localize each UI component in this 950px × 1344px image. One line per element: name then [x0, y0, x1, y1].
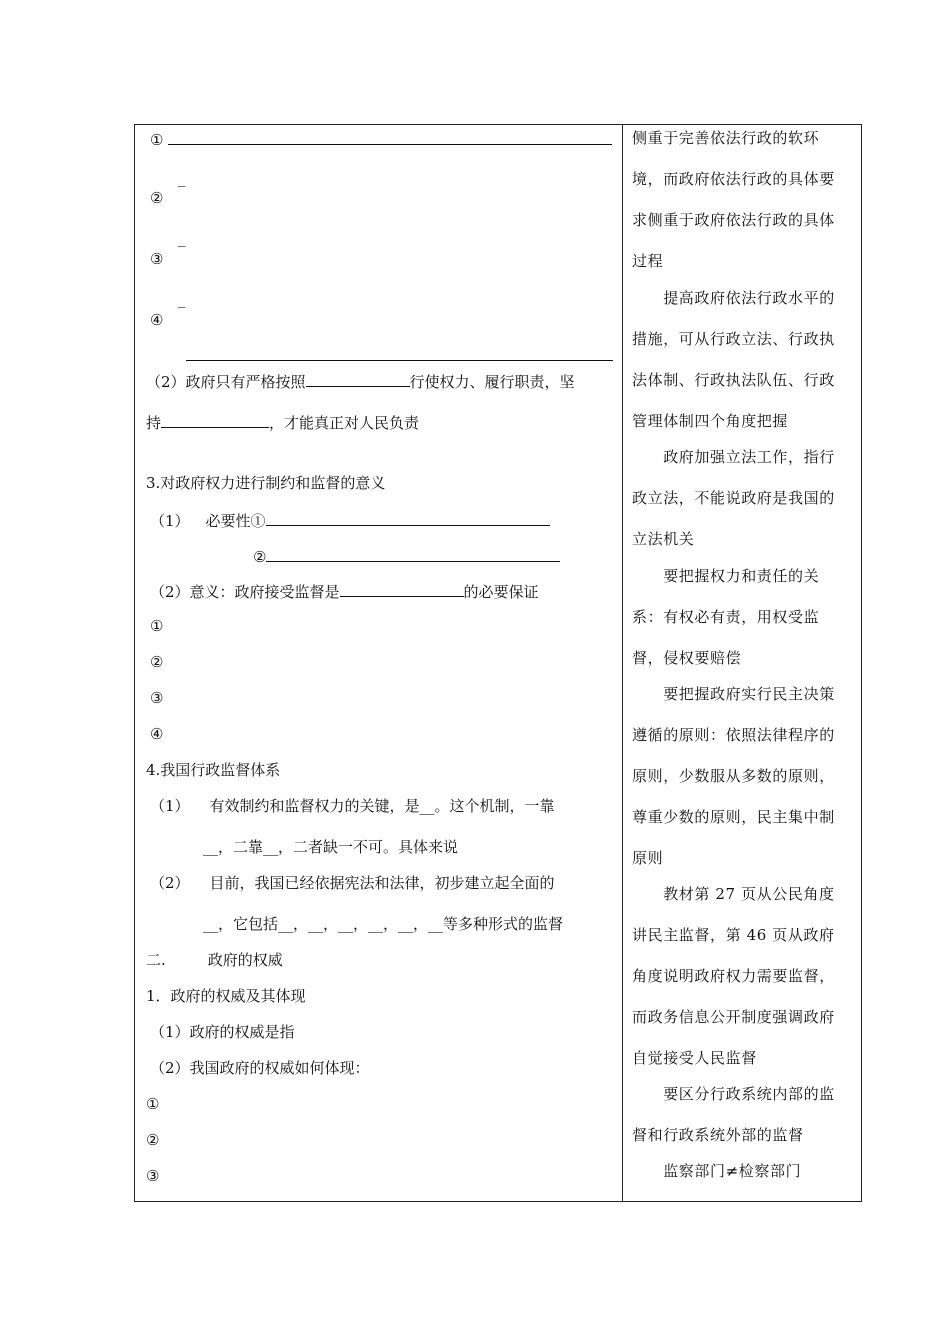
note-line: 自觉接受人民监督 — [632, 1049, 757, 1067]
section-heading: 3.对政府权力进行制约和监督的意义 — [146, 474, 386, 492]
note-line: 原则 — [632, 849, 664, 867]
answer-blank[interactable] — [161, 411, 269, 428]
section-heading: 1．政府的权威及其体现 — [146, 987, 306, 1005]
answer-blank[interactable] — [168, 128, 612, 145]
list-item: ① — [150, 617, 164, 635]
list-item: ③ — [150, 689, 164, 707]
answer-blank[interactable] — [266, 545, 560, 562]
paragraph-line: （1） 有效制约和监督权力的关键，是__。这个机制，一靠 — [150, 797, 555, 815]
note-line: 督，侵权要赔偿 — [632, 649, 742, 667]
column-divider — [622, 124, 623, 1202]
note-line: 侧重于完善依法行政的软环 — [632, 129, 820, 147]
note-line: 法体制、行政执法队伍、行政 — [632, 371, 835, 389]
paragraph-line: __，它包括__，__，__，__，__，__等多种形式的监督 — [203, 915, 564, 933]
note-line: 讲民主监督，第 46 页从政府 — [632, 926, 835, 944]
note-line: 系：有权必有责，用权受监 — [632, 608, 820, 626]
note-line: 角度说明政府权力需要监督， — [632, 967, 835, 985]
paragraph-line: __，二靠__，二者缺一不可。具体来说 — [203, 838, 459, 856]
paragraph-line: （2）意义：政府接受监督是 的必要保证 — [150, 580, 539, 602]
paragraph-line: （2）我国政府的权威如何体现： — [150, 1059, 370, 1077]
paragraph-line: （2）政府只有严格按照 行使权力、履行职责，坚 — [146, 370, 575, 392]
section-heading: 二. 政府的权威 — [146, 951, 283, 969]
list-item: ② — [150, 189, 164, 207]
list-item: ④ — [150, 725, 164, 743]
note-line: 教材第 27 页从公民角度 — [632, 885, 835, 903]
dash-mark: _ — [178, 229, 186, 247]
answer-line[interactable] — [186, 360, 613, 361]
list-item: ② — [150, 653, 164, 671]
list-item: ② — [146, 1131, 160, 1149]
list-item: ① — [150, 128, 612, 150]
note-line: 尊重少数的原则，民主集中制 — [632, 808, 835, 826]
note-line: 要区分行政系统内部的监 — [632, 1085, 835, 1103]
list-item: ③ — [146, 1167, 160, 1185]
note-line: 要把握政府实行民主决策 — [632, 685, 835, 703]
note-line: 求侧重于政府依法行政的具体 — [632, 211, 835, 229]
note-line: 立法机关 — [632, 530, 695, 548]
note-line: 政立法，不能说政府是我国的 — [632, 489, 835, 507]
dash-mark: _ — [178, 169, 186, 187]
note-line: 提高政府依法行政水平的 — [632, 289, 835, 307]
note-line: 督和行政系统外部的监督 — [632, 1126, 804, 1144]
section-heading: 4.我国行政监督体系 — [146, 761, 281, 779]
note-line: 政府加强立法工作，指行 — [632, 448, 835, 466]
list-item: ④ — [150, 311, 164, 329]
paragraph-line: 持 ，才能真正对人民负责 — [146, 411, 419, 433]
note-line: 管理体制四个角度把握 — [632, 412, 789, 430]
paragraph-line: （1）政府的权威是指 — [150, 1023, 295, 1041]
answer-blank[interactable] — [266, 509, 550, 526]
note-line: 监察部门≠检察部门 — [632, 1162, 802, 1180]
note-line: 遵循的原则：依照法律程序的 — [632, 726, 835, 744]
paragraph-line: （2） 目前，我国已经依据宪法和法律，初步建立起全面的 — [150, 874, 555, 892]
list-item: ③ — [150, 250, 164, 268]
paragraph-line: （1） 必要性① — [150, 509, 550, 531]
note-line: 而政务信息公开制度强调政府 — [632, 1008, 835, 1026]
dash-mark: _ — [178, 290, 186, 308]
list-item: ① — [146, 1095, 160, 1113]
note-line: 原则，少数服从多数的原则， — [632, 767, 835, 785]
note-line: 过程 — [632, 252, 664, 270]
note-line: 措施，可从行政立法、行政执 — [632, 330, 835, 348]
note-line: 境，而政府依法行政的具体要 — [632, 170, 835, 188]
answer-blank[interactable] — [306, 370, 410, 387]
note-line: 要把握权力和责任的关 — [632, 567, 820, 585]
answer-blank[interactable] — [340, 580, 464, 597]
paragraph-line: ② — [253, 545, 560, 567]
